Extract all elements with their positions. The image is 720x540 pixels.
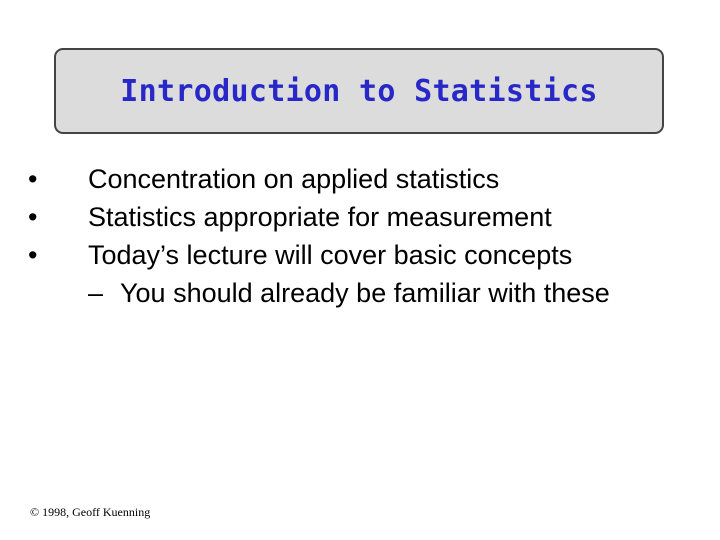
- sub-bullet-marker: –: [88, 278, 104, 308]
- bullet-item: [28, 236, 588, 274]
- bullet-text: Concentration on applied statistics: [88, 164, 500, 194]
- bullet-marker: •: [28, 202, 38, 232]
- copyright-footer: © 1998, Geoff Kuenning: [30, 505, 151, 519]
- bullet-marker: •: [28, 164, 38, 194]
- title-box: [54, 48, 664, 134]
- sub-bullet-item: [28, 274, 640, 312]
- bullet-item: [28, 198, 698, 236]
- bullet-marker: •: [28, 240, 38, 270]
- bullet-text: Today’s lecture will cover basic concepts: [88, 240, 573, 270]
- slide-title: Introduction to Statistics: [120, 73, 598, 109]
- bullet-list: [28, 160, 698, 312]
- sub-bullet-text: You should already be familiar with these: [120, 278, 610, 308]
- bullet-item: [28, 160, 698, 198]
- bullet-text: Statistics appropriate for measurement: [88, 202, 552, 232]
